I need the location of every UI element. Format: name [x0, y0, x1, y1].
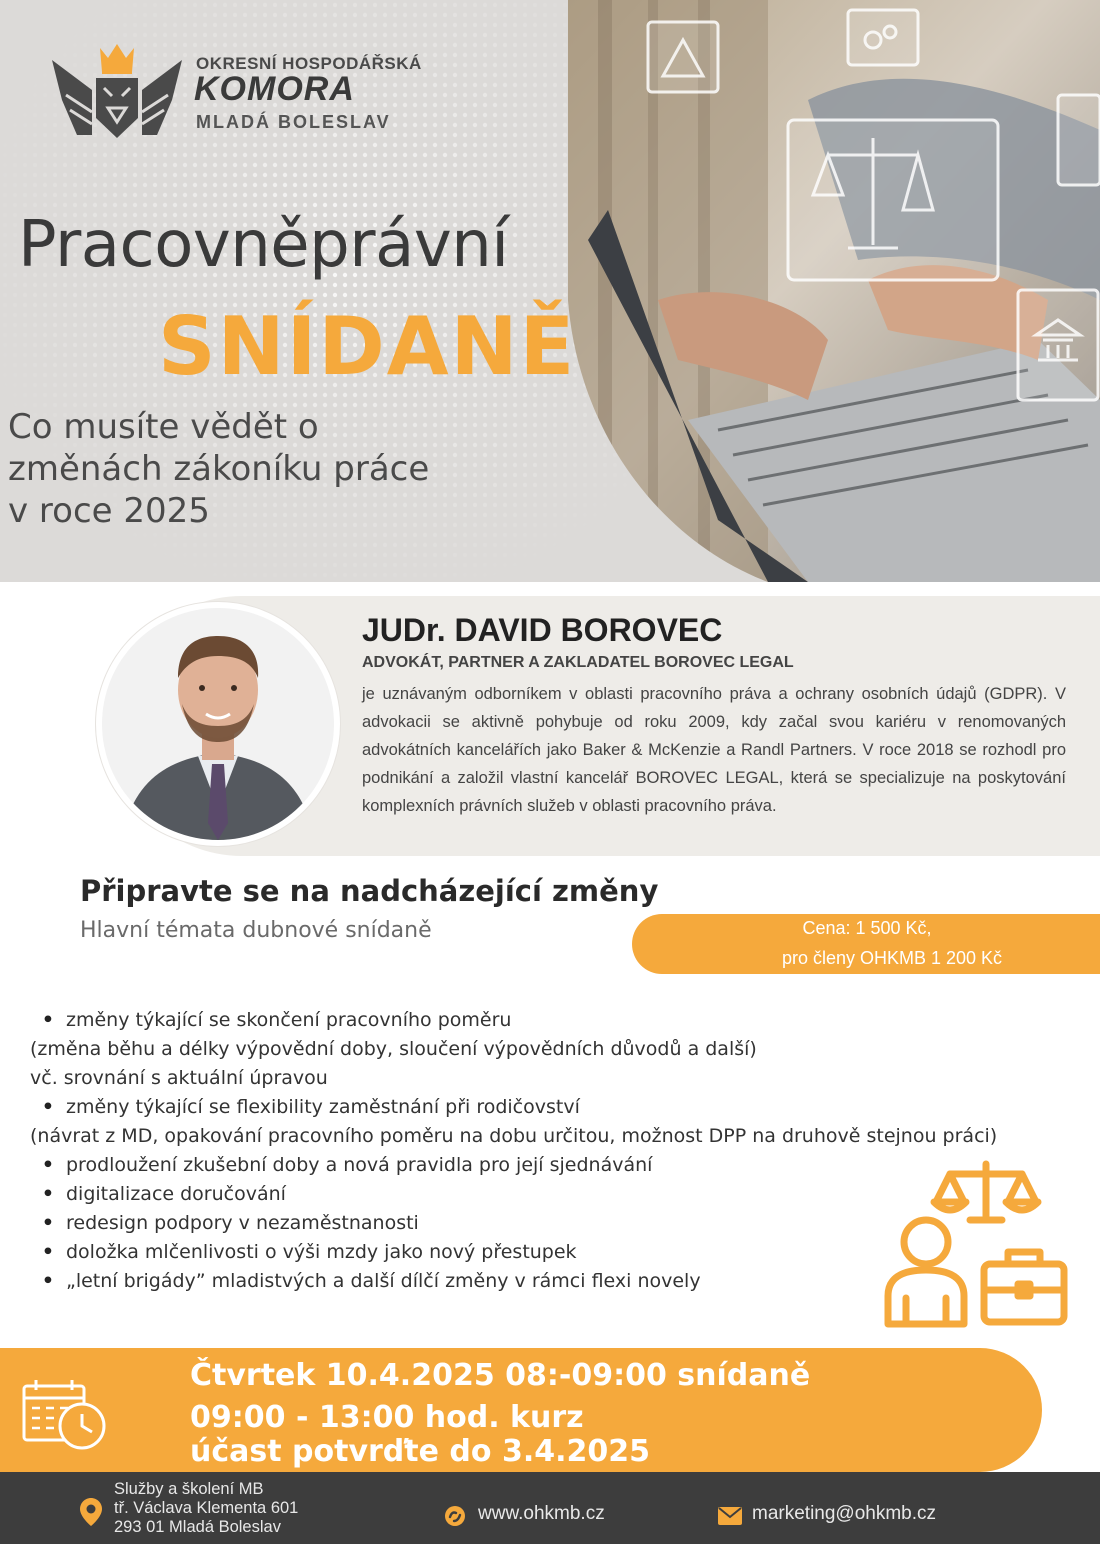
logo-text-chamber: OKRESNÍ HOSPODÁŘSKÁ: [196, 54, 422, 73]
list-item: • změny týkající se flexibility zaměstnání při rodičovství: [30, 1093, 1090, 1122]
list-item: • redesign podpory v nezaměstnanosti: [30, 1209, 1090, 1238]
page-title-accent: SNÍDANĚ: [158, 300, 577, 393]
footer-address: [114, 1480, 298, 1537]
subtitle-line: v roce 2025: [8, 491, 210, 531]
subtitle-line: Co musíte vědět o: [8, 407, 319, 447]
subtitle-line: změnách zákoníku práce: [8, 449, 430, 489]
list-item: • prodloužení zkušební doby a nová pravidla pro její sjednávání: [30, 1151, 1090, 1180]
page-subtitle: [8, 406, 478, 532]
speaker-photo: [96, 602, 340, 846]
price-member: pro členy OHKMB 1 200 Kč: [781, 948, 1003, 968]
globe-link-icon: [444, 1505, 466, 1527]
list-item: • změny týkající se skončení pracovního poměru: [30, 1006, 1090, 1035]
list-item-note: (změna běhu a délky výpovědní doby, sloučení výpovědních důvodů a další): [30, 1038, 757, 1060]
speaker-name: JUDr. DAVID BOROVEC: [362, 612, 723, 648]
price-regular: Cena: 1 500 Kč,: [802, 918, 932, 938]
topics-heading: Připravte se na nadcházející změny: [80, 874, 659, 908]
schedule-course-time: 09:00 - 13:00 hod. kurz: [190, 1400, 584, 1435]
hero-section: [0, 0, 1100, 582]
footer-website-link[interactable]: www.ohkmb.cz: [478, 1503, 605, 1524]
list-item-note: (návrat z MD, opakování pracovního poměru na dobu určitou, možnost DPP na druhově stejnou práci): [30, 1125, 998, 1147]
speaker-bio: je uznávaným odborníkem v oblasti pracovního práva a ochrany osobních údajů (GDPR). V advokacii se aktivně pohybuje od roku 2009, kdy začal svou kariéru v renomovaných advokátních kancelářích jako Baker & McKenzie a Randl Partners. V roce 2018 se rozhodl pro podnikání a založil vlastní kancelář BOROVEC LEGAL, která se specializuje na poskytování komplexních právních služeb v oblasti pracovního práva.: [362, 685, 1066, 815]
laptop-law-photo: [568, 0, 1100, 582]
calendar-clock-icon: [20, 1378, 108, 1452]
location-pin-icon: [80, 1498, 102, 1526]
list-item-note: vč. srovnání s aktuální úpravou: [30, 1067, 328, 1089]
footer-address-line: Služby a školení MB: [114, 1480, 264, 1498]
topics-subheading: Hlavní témata dubnové snídaně: [80, 918, 432, 943]
logo-text-city: MLADÁ BOLESLAV: [196, 112, 391, 132]
schedule-date-breakfast: Čtvrtek 10.4.2025 08:-09:00 snídaně: [190, 1358, 811, 1393]
speaker-role: ADVOKÁT, PARTNER A ZAKLADATEL BOROVEC LEGAL: [362, 654, 794, 671]
list-item: • doložka mlčenlivosti o výši mzdy jako nový přestupek: [30, 1238, 1090, 1267]
list-item: • digitalizace doručování: [30, 1180, 1090, 1209]
lawyer-scales-briefcase-icon: [880, 1156, 1070, 1328]
list-item: • „letní brigády” mladistvých a další dílčí změny v rámci flexi novely: [30, 1267, 1090, 1296]
envelope-icon: [718, 1507, 742, 1525]
footer-address-line: tř. Václava Klementa 601: [114, 1499, 299, 1517]
page-title: Pracovněprávní: [18, 208, 509, 282]
logo-text-komora: KOMORA: [194, 70, 355, 108]
footer-email-link[interactable]: marketing@ohkmb.cz: [752, 1503, 937, 1524]
speaker-portrait-icon: [102, 608, 334, 840]
schedule-rsvp-deadline: účast potvrďte do 3.4.2025: [190, 1434, 650, 1469]
footer-address-line: 293 01 Mladá Boleslav: [114, 1518, 281, 1536]
